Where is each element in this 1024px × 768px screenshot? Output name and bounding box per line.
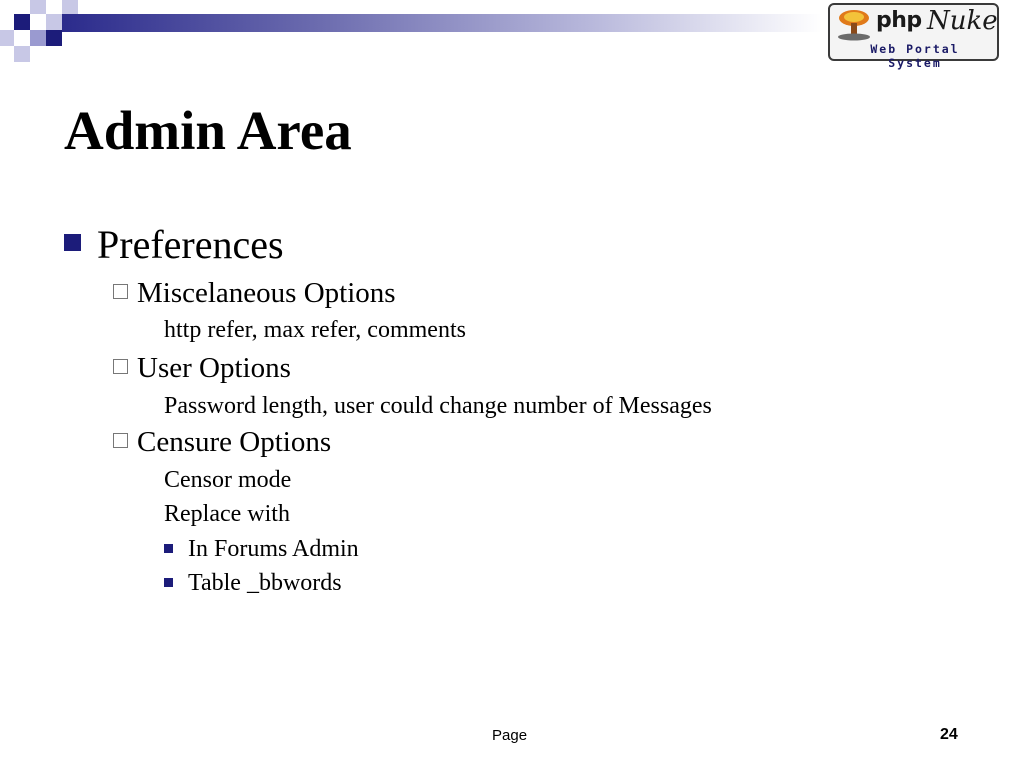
- hollow-square-bullet-icon: [113, 284, 128, 299]
- bullet-preferences-text: Preferences: [97, 222, 284, 267]
- bullet-item-text: Table _bbwords: [188, 570, 342, 596]
- footer-page-label: Page: [492, 727, 528, 744]
- subbullet-user-options: [113, 351, 291, 385]
- logo-php-text: php: [876, 8, 922, 33]
- footer-page-number: 24: [940, 726, 958, 743]
- subbullet-miscelaneous-options: [113, 276, 396, 310]
- bullet-item: [164, 569, 342, 597]
- logo-nuke-text: Nuke: [927, 6, 998, 36]
- subbullet-censure-options: [113, 425, 331, 459]
- detail-line: Censor mode: [164, 467, 292, 493]
- filled-square-bullet-icon: [64, 234, 81, 251]
- hollow-square-bullet-icon: [113, 433, 128, 448]
- slide-title: Admin Area: [64, 100, 352, 161]
- bullet-item: [164, 535, 359, 563]
- phpnuke-logo: [828, 3, 999, 70]
- bullet-item-text: In Forums Admin: [188, 536, 359, 562]
- hollow-square-bullet-icon: [113, 359, 128, 374]
- small-square-bullet-icon: [164, 544, 173, 553]
- logo-tagline: Web Portal System: [870, 42, 960, 70]
- title-band: [62, 14, 822, 32]
- subbullet-text: User Options: [137, 352, 291, 384]
- explosion-icon: [836, 9, 872, 41]
- detail-line: Replace with: [164, 501, 290, 527]
- subbullet-text: Censure Options: [137, 426, 332, 458]
- bullet-preferences: [64, 222, 284, 268]
- small-square-bullet-icon: [164, 578, 173, 587]
- corner-decoration: [0, 0, 80, 64]
- subbullet-text: Miscelaneous Options: [137, 277, 396, 309]
- detail-line: Password length, user could change number of Messages: [164, 393, 712, 419]
- detail-line: http refer, max refer, comments: [164, 317, 466, 343]
